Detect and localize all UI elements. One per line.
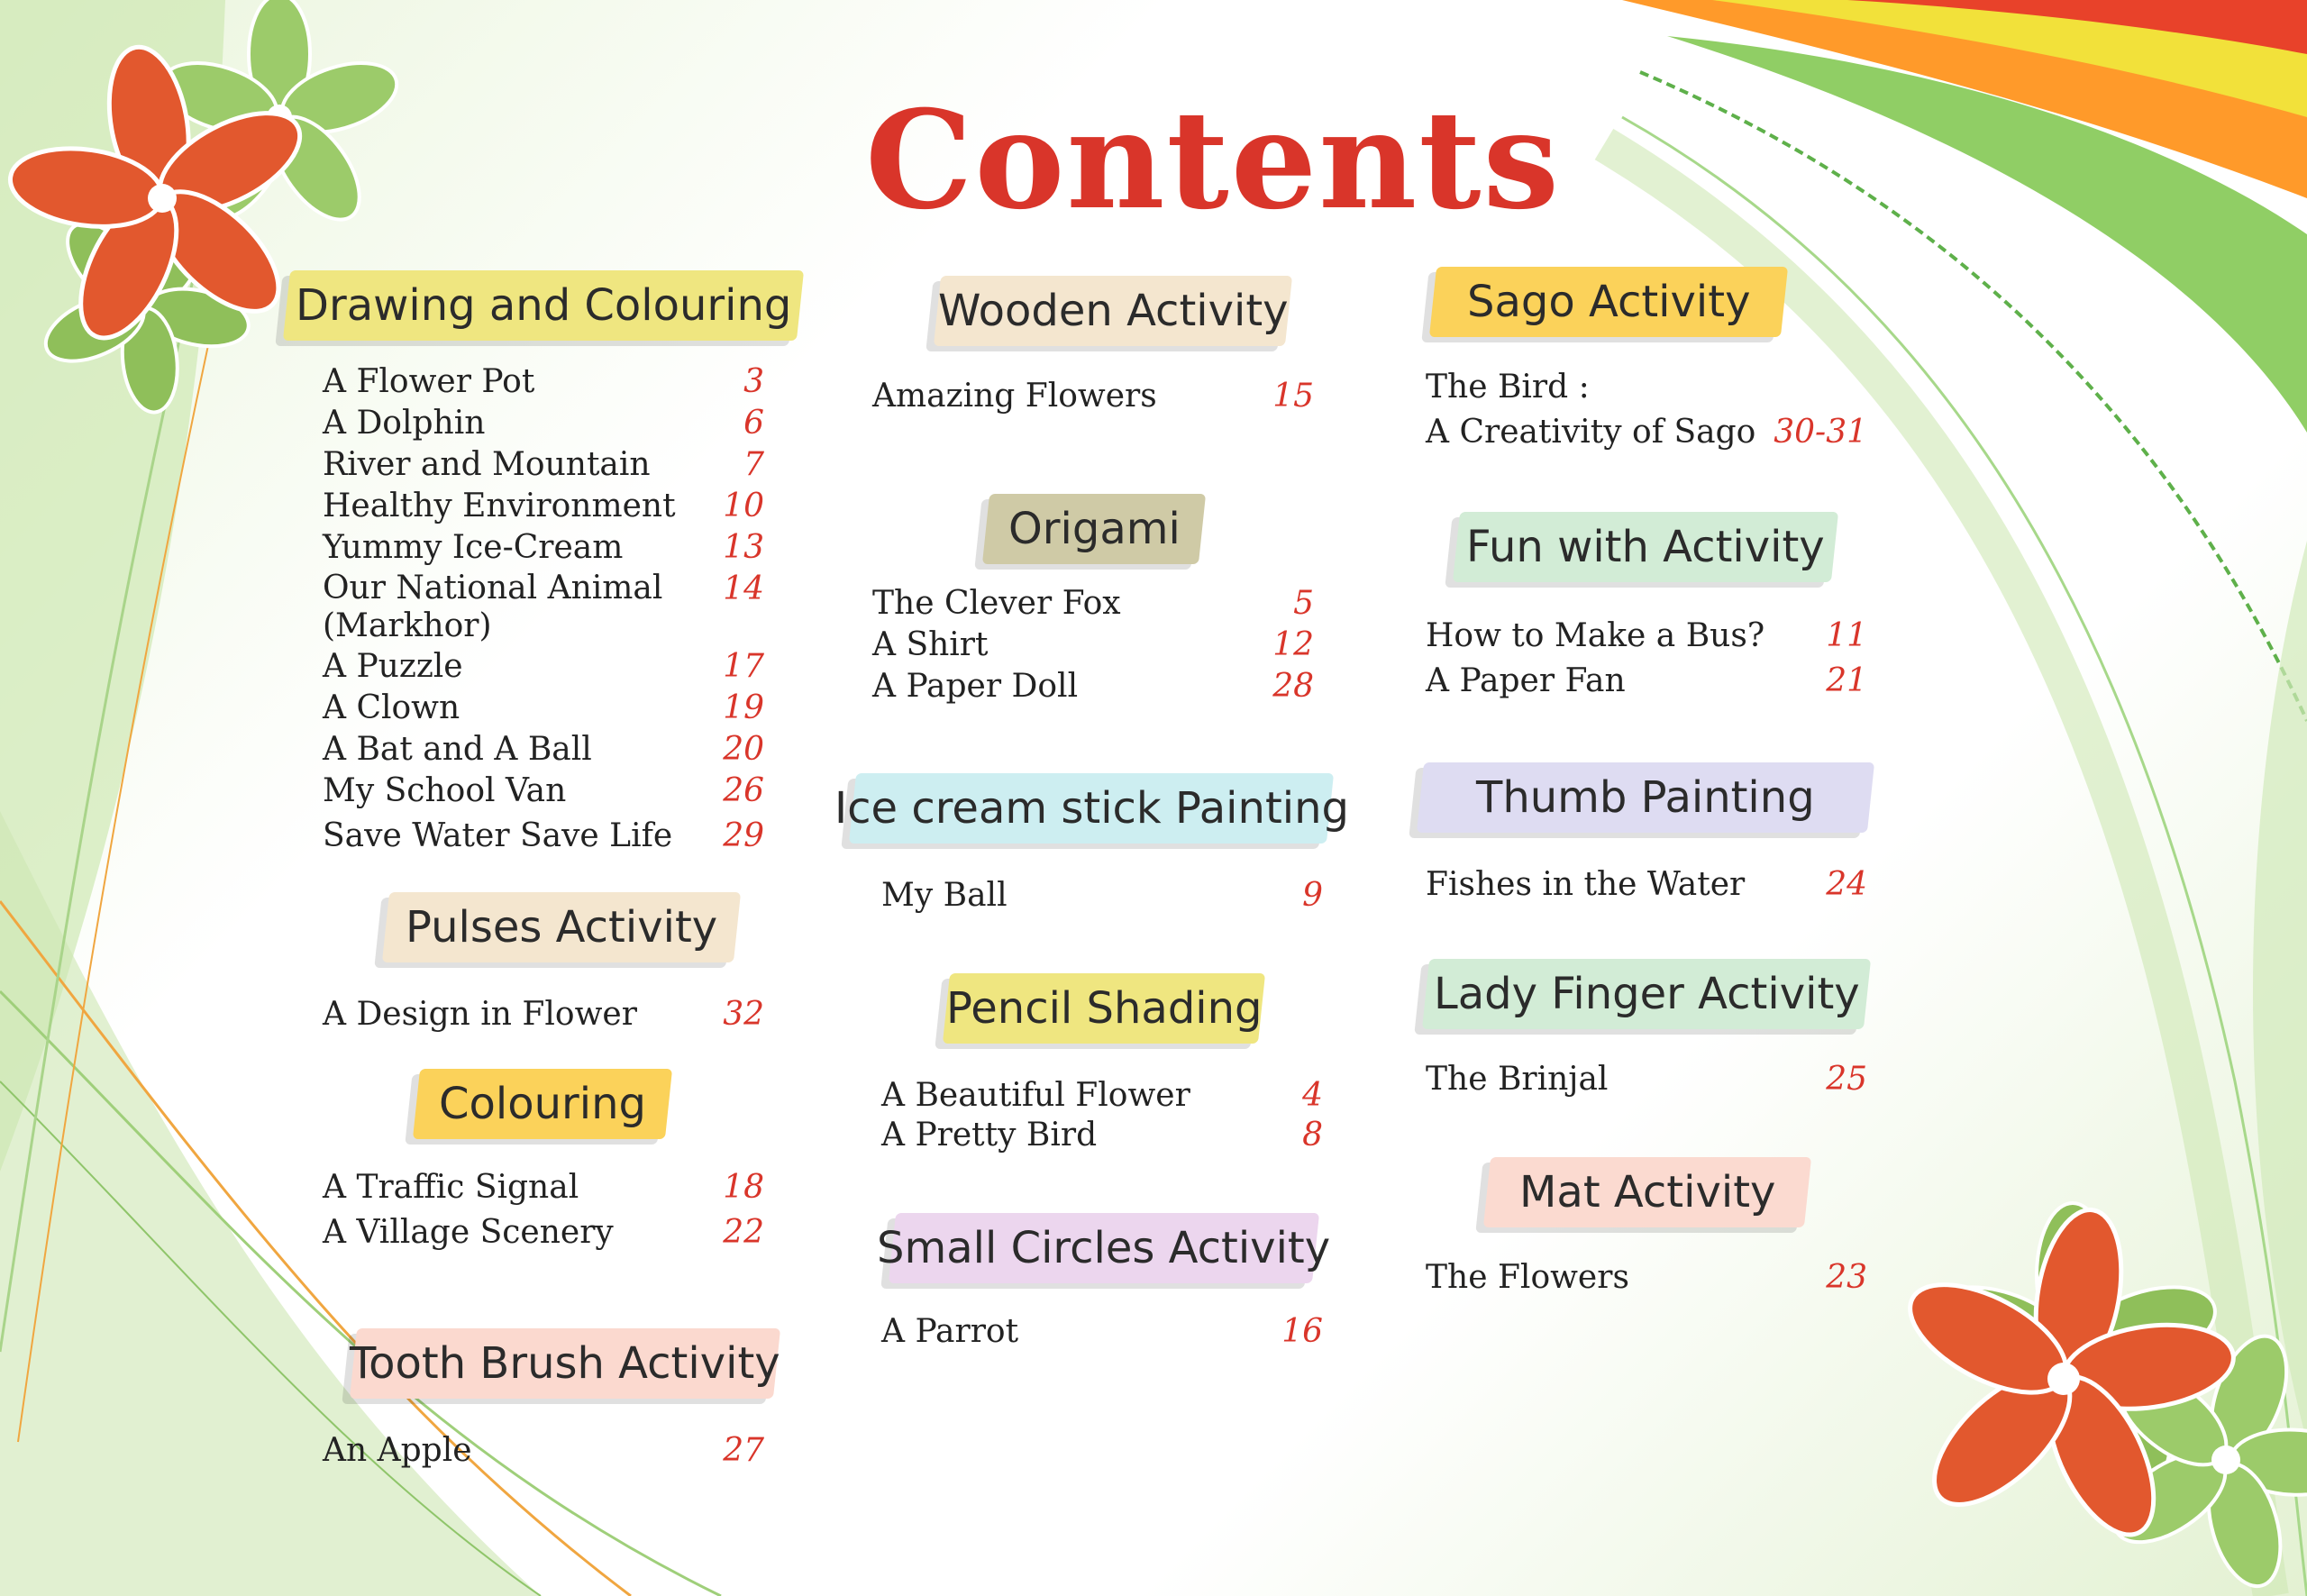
section-heading-text: Colouring bbox=[439, 1079, 646, 1129]
section-heading-text: Drawing and Colouring bbox=[295, 280, 792, 331]
list-item bbox=[881, 876, 1323, 916]
entry-page: 30-31 bbox=[1774, 414, 1867, 451]
section-heading-drawing-colouring bbox=[283, 270, 804, 341]
list-item bbox=[881, 1116, 1323, 1155]
entry-label: River and Mountain bbox=[323, 446, 651, 483]
entry-page: 29 bbox=[723, 817, 764, 854]
list-item bbox=[881, 1076, 1323, 1116]
section-heading-tooth-brush bbox=[350, 1328, 780, 1399]
list-item bbox=[872, 584, 1314, 624]
entry-page: 5 bbox=[1293, 585, 1314, 622]
section-heading-origami bbox=[982, 494, 1206, 564]
list-item bbox=[323, 730, 764, 770]
list-item bbox=[881, 1312, 1323, 1352]
entry-label: Save Water Save Life bbox=[323, 817, 673, 854]
list-item bbox=[323, 771, 764, 811]
entry-label: A Pretty Bird bbox=[881, 1117, 1098, 1154]
section-heading-pencil-shading bbox=[943, 973, 1265, 1044]
entry-label: A Clown bbox=[323, 689, 460, 726]
entry-page: 3 bbox=[743, 363, 764, 400]
section-heading-fun-with bbox=[1453, 512, 1838, 582]
section-heading-text: Ice cream stick Painting bbox=[834, 783, 1349, 834]
section-heading-text: Sago Activity bbox=[1466, 277, 1751, 327]
entry-page: 27 bbox=[723, 1432, 764, 1469]
entry-page: 19 bbox=[723, 689, 764, 726]
entry-page: 11 bbox=[1826, 617, 1867, 654]
list-item bbox=[323, 487, 764, 526]
entry-page: 12 bbox=[1272, 626, 1314, 663]
entry-label: A Dolphin bbox=[323, 405, 486, 442]
entry-page: 20 bbox=[723, 731, 764, 768]
entry-page: 32 bbox=[723, 996, 764, 1033]
entry-page: 17 bbox=[723, 648, 764, 685]
entry-label: My School Van bbox=[323, 772, 567, 809]
section-heading-mat bbox=[1483, 1157, 1811, 1227]
list-item bbox=[323, 404, 764, 443]
entry-page: 18 bbox=[723, 1169, 764, 1206]
entry-label: A Village Scenery bbox=[323, 1214, 614, 1251]
list-item bbox=[323, 1431, 764, 1471]
entry-label: Healthy Environment bbox=[323, 488, 676, 524]
section-heading-text: Pencil Shading bbox=[945, 983, 1263, 1034]
entry-label: An Apple bbox=[323, 1432, 472, 1469]
entry-page: 14 bbox=[723, 570, 764, 607]
entry-label: Yummy Ice-Cream bbox=[323, 529, 624, 566]
entry-label: A Paper Doll bbox=[872, 668, 1079, 705]
section-heading-text: Thumb Painting bbox=[1476, 772, 1815, 823]
list-item bbox=[1426, 616, 1867, 656]
page-title: Contents bbox=[865, 81, 1562, 240]
section-heading-text: Pulses Activity bbox=[405, 902, 718, 953]
entry-page: 26 bbox=[723, 772, 764, 809]
entry-page: 15 bbox=[1272, 378, 1314, 415]
section-heading-text: Origami bbox=[1008, 504, 1181, 554]
entry-page: 4 bbox=[1302, 1077, 1323, 1114]
section-heading-lady-finger bbox=[1422, 959, 1871, 1029]
entry-label: A Traffic Signal bbox=[323, 1169, 579, 1206]
entry-page: 23 bbox=[1826, 1259, 1867, 1296]
section-heading-small-circles bbox=[877, 1213, 1331, 1283]
section-heading-text: Fun with Activity bbox=[1466, 522, 1825, 572]
list-item bbox=[1426, 865, 1867, 905]
entry-label: Our National Animal (Markhor) bbox=[323, 570, 663, 644]
list-item bbox=[323, 816, 764, 856]
entry-page: 16 bbox=[1281, 1313, 1323, 1350]
list-item bbox=[323, 995, 764, 1035]
entry-label: The Clever Fox bbox=[872, 585, 1121, 622]
entry-page: 21 bbox=[1826, 662, 1867, 699]
section-heading-ice-cream-stick bbox=[834, 773, 1349, 844]
entry-page: 6 bbox=[743, 405, 764, 442]
entry-label: A Shirt bbox=[872, 626, 989, 663]
entry-label: A Parrot bbox=[881, 1313, 1019, 1350]
entry-label: My Ball bbox=[881, 877, 1008, 914]
list-item bbox=[323, 689, 764, 728]
section-heading-wooden bbox=[934, 276, 1292, 346]
list-item bbox=[872, 377, 1314, 416]
list-item bbox=[872, 625, 1314, 665]
entry-label: Amazing Flowers bbox=[872, 378, 1157, 415]
section-heading-colouring bbox=[413, 1069, 672, 1139]
list-item bbox=[323, 528, 764, 568]
section-heading-sago bbox=[1429, 267, 1788, 337]
entry-label: A Flower Pot bbox=[323, 363, 535, 400]
list-item bbox=[323, 1213, 764, 1253]
section-heading-text: Tooth Brush Activity bbox=[350, 1338, 780, 1389]
list-item bbox=[1426, 661, 1867, 701]
section-heading-pulses bbox=[382, 892, 741, 962]
list-item bbox=[323, 362, 764, 402]
entry-page: 25 bbox=[1826, 1061, 1867, 1098]
section-heading-text: Small Circles Activity bbox=[877, 1223, 1331, 1273]
entry-label: The Flowers bbox=[1426, 1259, 1629, 1296]
list-item bbox=[323, 1168, 764, 1208]
entry-label: The Bird : bbox=[1426, 369, 1590, 406]
entry-page: 8 bbox=[1302, 1117, 1323, 1154]
list-item bbox=[1426, 413, 1867, 452]
entry-page: 10 bbox=[723, 488, 764, 524]
entry-label: A Beautiful Flower bbox=[881, 1077, 1190, 1114]
entry-page: 9 bbox=[1302, 877, 1323, 914]
list-item bbox=[1426, 1258, 1867, 1298]
entry-page: 24 bbox=[1826, 866, 1867, 903]
list-item bbox=[872, 667, 1314, 707]
entry-page: 7 bbox=[743, 446, 764, 483]
section-heading-thumb-painting bbox=[1417, 762, 1874, 833]
entry-page: 28 bbox=[1272, 668, 1314, 705]
list-item bbox=[323, 647, 764, 687]
entry-label: A Bat and A Ball bbox=[323, 731, 592, 768]
entry-page: 13 bbox=[723, 529, 764, 566]
entry-label: How to Make a Bus? bbox=[1426, 617, 1765, 654]
entry-page: 22 bbox=[723, 1214, 764, 1251]
entry-label: A Design in Flower bbox=[323, 996, 637, 1033]
list-item bbox=[1426, 368, 1867, 407]
entry-label: Fishes in the Water bbox=[1426, 866, 1746, 903]
entry-label: The Brinjal bbox=[1426, 1061, 1609, 1098]
list-item bbox=[323, 445, 764, 485]
section-heading-text: Lady Finger Activity bbox=[1433, 969, 1860, 1019]
entry-label: A Paper Fan bbox=[1426, 662, 1626, 699]
entry-label: A Creativity of Sago bbox=[1426, 414, 1756, 451]
section-heading-text: Mat Activity bbox=[1518, 1167, 1776, 1218]
list-item bbox=[323, 570, 764, 647]
section-heading-text: Wooden Activity bbox=[937, 286, 1289, 336]
entry-label: A Puzzle bbox=[323, 648, 463, 685]
list-item bbox=[1426, 1060, 1867, 1099]
